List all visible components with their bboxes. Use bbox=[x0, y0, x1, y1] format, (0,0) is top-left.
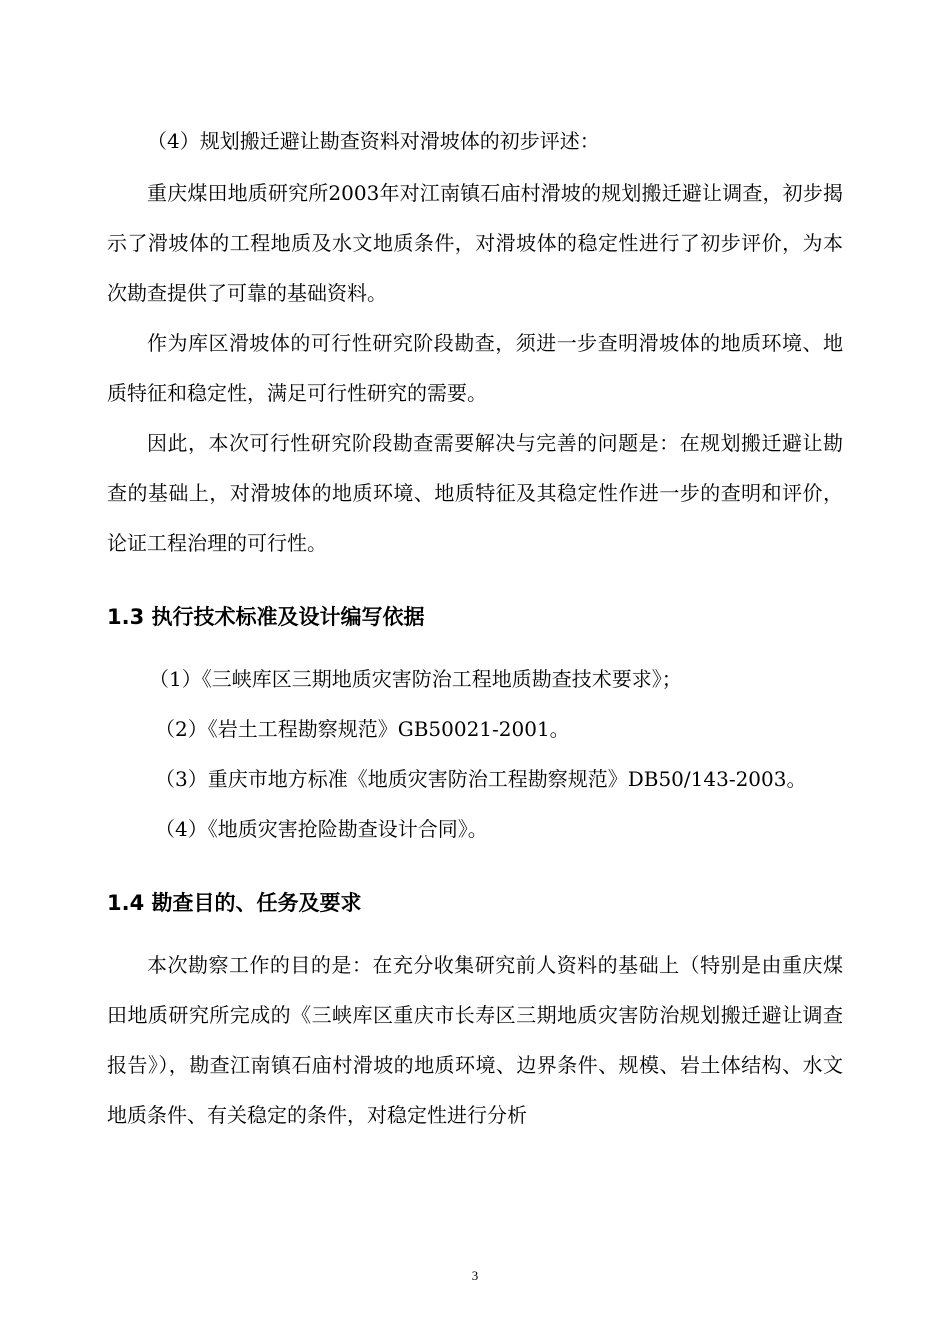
standard-list-item: （1）《三峡库区三期地质灾害防治工程地质勘查技术要求》； bbox=[149, 667, 682, 691]
standard-list-item: （4）《地质灾害抢险勘查设计合同》。 bbox=[155, 817, 488, 841]
section-heading-1-4: 1.4 勘查目的、任务及要求 bbox=[107, 891, 362, 915]
item-heading-4: （4）规划搬迁避让勘查资料对滑坡体的初步评述： bbox=[147, 129, 600, 153]
standard-list-item: （2）《岩土工程勘察规范》GB50021-2001。 bbox=[155, 717, 570, 741]
body-paragraph: 重庆煤田地质研究所2003年对江南镇石庙村滑坡的规划搬迁避让调查，初步揭示了滑坡体的工程地质及水文地质条件，对滑坡体的稳定性进行了初步评价，为本次勘查提供了可靠的基础资料。 bbox=[107, 181, 843, 305]
section-heading-1-3: 1.3 执行技术标准及设计编写依据 bbox=[107, 605, 425, 629]
body-paragraph: 本次勘察工作的目的是：在充分收集研究前人资料的基础上（特别是由重庆煤田地质研究所完成的《三峡库区重庆市长寿区三期地质灾害防治规划搬迁避让调查报告》），勘查江南镇石庙村滑坡的地质环境、边界条件、规模、岩土体结构、水文地质条件、有关稳定的条件，对稳定性进行分析 bbox=[107, 953, 843, 1127]
standard-list-item: （3）重庆市地方标准《地质灾害防治工程勘察规范》DB50/143-2003。 bbox=[155, 767, 807, 791]
body-paragraph: 因此，本次可行性研究阶段勘查需要解决与完善的问题是：在规划搬迁避让勘查的基础上，对滑坡体的地质环境、地质特征及其稳定性作进一步的查明和评价，论证工程治理的可行性。 bbox=[107, 431, 843, 555]
body-paragraph: 作为库区滑坡体的可行性研究阶段勘查，须进一步查明滑坡体的地质环境、地质特征和稳定性，满足可行性研究的需要。 bbox=[107, 331, 843, 405]
page-number: 3 bbox=[471, 1268, 479, 1283]
page-content bbox=[107, 116, 843, 1140]
